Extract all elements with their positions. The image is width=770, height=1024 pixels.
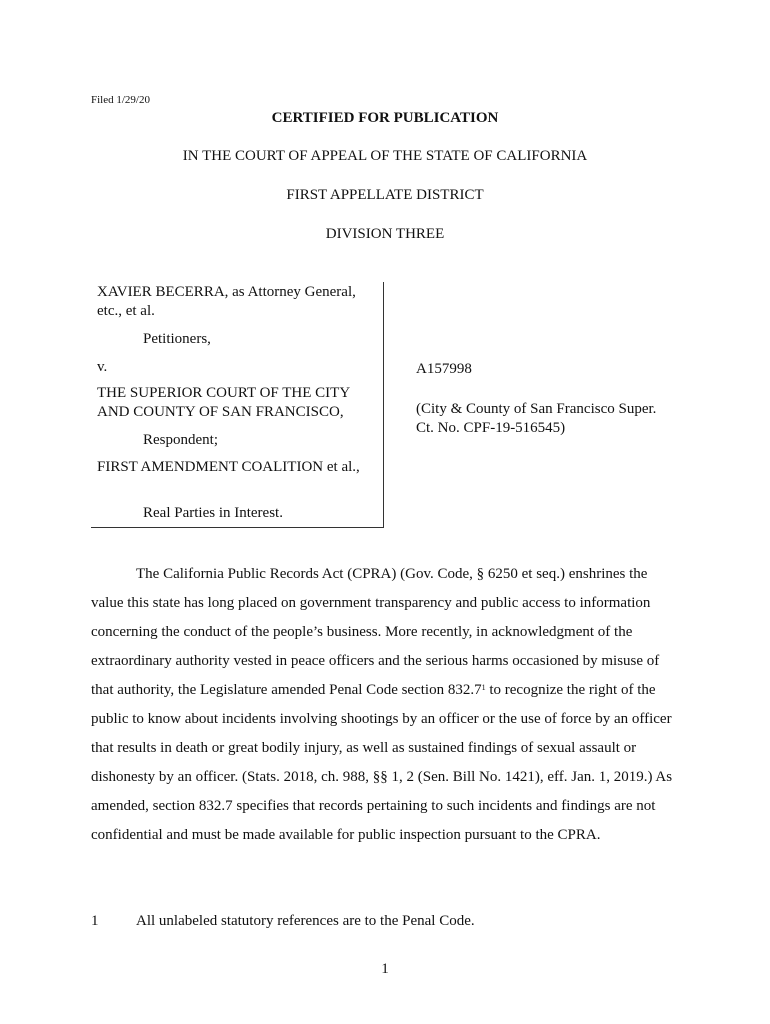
- versus: v.: [97, 359, 108, 375]
- filed-date: Filed 1/29/20: [91, 94, 150, 106]
- trial-court-number: (City & County of San Francisco Super. Ct. No. CPF-19-516545): [416, 401, 657, 436]
- footnote-text: All unlabeled statutory references are to the Penal Code.: [136, 913, 475, 929]
- page-number: 1: [381, 961, 389, 977]
- petitioner-role: Petitioners,: [143, 331, 211, 347]
- division-name: DIVISION THREE: [325, 226, 445, 242]
- real-party-name: FIRST AMENDMENT COALITION et al.,: [97, 459, 360, 475]
- case-caption: [91, 282, 384, 528]
- paragraph-text-end: to recognize the right of the public to know about incidents involving shootings by an officer or the use of force by an officer that results in death or great bodily injury, as well as sustained findings of sexual assault or dishonesty by an officer. (Stats. 2018, ch. 988, §§ 1, 2 (Sen. Bill No. 1421), eff. Jan. 1, 2019.) As amended, section 832.7 specifies that records pertaining to such incidents and findings are not confidential and must be made available for public inspection pursuant to the CPRA.: [91, 682, 673, 843]
- certified-heading: CERTIFIED FOR PUBLICATION: [271, 110, 499, 126]
- real-party-role: Real Parties in Interest.: [143, 505, 283, 521]
- respondent-role: Respondent;: [143, 432, 218, 448]
- court-name: IN THE COURT OF APPEAL OF THE STATE OF CALIFORNIA: [182, 148, 588, 164]
- opening-paragraph: [91, 560, 681, 850]
- respondent-name: THE SUPERIOR COURT OF THE CITY AND COUNTY OF SAN FRANCISCO,: [97, 385, 350, 420]
- appellate-district: FIRST APPELLATE DISTRICT: [286, 187, 484, 203]
- opinion-body: [91, 560, 681, 850]
- footnote-number: 1: [91, 913, 99, 929]
- petitioner-name: XAVIER BECERRA, as Attorney General, etc., et al.: [97, 284, 356, 319]
- case-number: A157998: [416, 361, 472, 377]
- footnote-reference[interactable]: 1: [481, 683, 486, 692]
- paragraph-text-start: The California Public Records Act (CPRA) (Gov. Code, § 6250 et seq.) enshrines the value this state has long placed on government transparency and public access to information concerning the conduct of the people’s business. More recently, in acknowledgment of the extraordinary authority vested in peace officers and the serious harms occasioned by misuse of that authority, the Legislature amended Penal Code section 832.7: [91, 566, 660, 698]
